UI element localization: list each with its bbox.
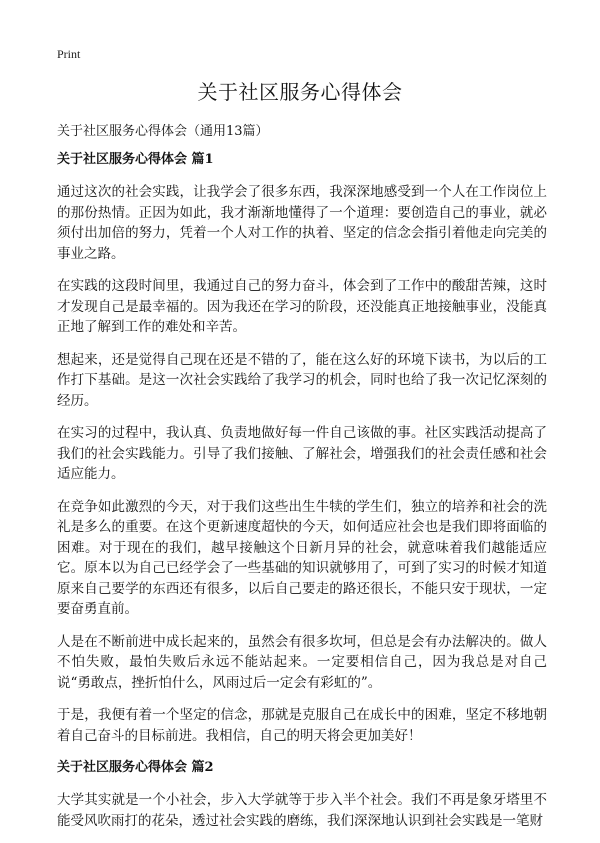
print-link[interactable]: Print	[57, 47, 81, 61]
document-content	[57, 150, 547, 843]
document-subtitle: 关于社区服务心得体会（通用13篇）	[57, 124, 269, 139]
paragraph: 想起来，还是觉得自己现在还是不错的了，能在这么好的环境下读书，为以后的工作打下基础。是这一次社会实践给了我学习的机会，同时也给了我一次记忆深刻的经历。	[57, 351, 547, 409]
paragraph: 在竞争如此激烈的今天，对于我们这些出生牛犊的学生们，独立的培养和社会的洗礼是多么的重要。在这个更新速度超快的今天，如何适应社会也是我们即将面临的困难。对于现在的我们，越早接触这个日新月异的社会，就意味着我们越能适应它。原本以为自己已经学会了一些基础的知识就够用了，可到了实习的时候才知道原来自己要学的东西还有很多，以后自己要走的路还很长，不能只安于现状，一定要奋勇直前。	[57, 498, 547, 617]
paragraph: 于是，我便有着一个坚定的信念，那就是克服自己在成长中的困难，坚定不移地朝着自己奋斗的目标前进。我相信，自己的明天将会更加美好！	[57, 707, 547, 744]
section-heading: 关于社区服务心得体会 篇2	[57, 760, 214, 775]
section-heading: 关于社区服务心得体会 篇1	[57, 152, 214, 167]
section-1	[57, 150, 547, 746]
paragraph: 通过这次的社会实践，让我学会了很多东西，我深深地感受到一个人在工作岗位上的那份热情。正因为如此，我才渐渐地懂得了一个道理：要创造自己的事业，就必须付出加倍的努力，凭着一个人对工作的执着、坚定的信念会指引着他走向完美的事业之路。	[57, 184, 547, 262]
paragraph: 大学其实就是一个小社会，步入大学就等于步入半个社会。我们不再是象牙塔里不能受风吹雨打的花朵，透过社会实践的磨练，我们深深地认识到社会实践是一笔财	[57, 792, 547, 829]
paragraph: 在实践的这段时间里，我通过自己的努力奋斗，体会到了工作中的酸甜苦辣，这时才发现自己是最幸福的。因为我还在学习的阶段，还没能真正地接触事业，没能真正地了解到工作的难处和辛苦。	[57, 278, 547, 335]
paragraph: 在实习的过程中，我认真、负责地做好每一件自己该做的事。社区实践活动提高了我们的社会实践能力。引导了我们接触、了解社会，增强我们的社会责任感和社会适应能力。	[57, 425, 547, 482]
page-title: 关于社区服务心得体会	[197, 80, 403, 104]
section-2	[57, 758, 547, 831]
paragraph: 人是在不断前进中成长起来的，虽然会有很多坎坷，但总是会有办法解决的。做人不怕失败，最怕失败后永远不能站起来。一定要相信自己，因为我总是对自己说“勇敢点，挫折怕什么，风雨过后一定会有彩虹的”。	[57, 633, 547, 691]
